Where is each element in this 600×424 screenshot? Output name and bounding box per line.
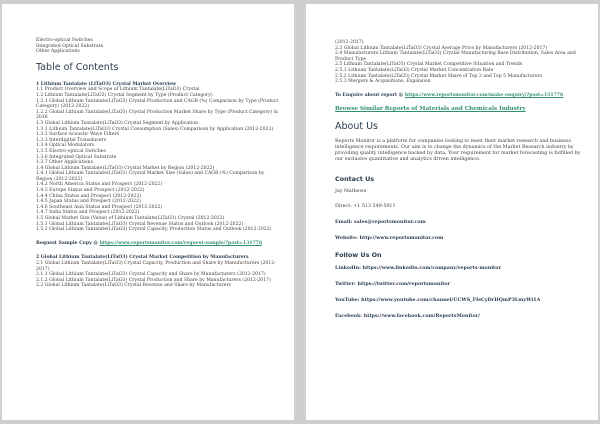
linkedin-value[interactable]: https://www.linkedin.com/company/reports-monitor <box>360 264 501 271</box>
enquiry <box>335 93 584 99</box>
twitter <box>335 281 584 288</box>
toc-item: 2.5.1 Lithium Tantalate(LiTaO3) Crystal Market Concentration Rate <box>335 67 494 73</box>
toc-item: 1.3.5 Electro-optical Switches <box>36 148 106 154</box>
intro-list <box>36 38 282 55</box>
toc-item: 2.3 Global Lithium Tantalate(LiTaO3) Crystal Average Price by Manufacturers (2012-2017) <box>335 45 548 51</box>
request-sample <box>36 241 282 247</box>
toc-item: 2.4 Manufacturers Lithium Tantalate(LiTaO3) Crystal Manufacturing Base Distribution, Sales Area and Product Type <box>335 51 576 62</box>
youtube-label: YouTube: <box>335 296 360 303</box>
toc-item: 1.5.1 Global Lithium Tantalate(LiTaO3) Crystal Revenue Status and Outlook (2012-2022) <box>36 221 244 227</box>
facebook-label: Facebook: <box>335 312 363 319</box>
toc-item: 1.2.2 Global Lithium Tantalate(LiTaO3) Crystal Production Market Share by Type (Product Category) in 2016 <box>36 109 278 121</box>
toc-item: 1.3.6 Integrated Optical Substrate <box>36 154 117 160</box>
email-value[interactable]: sales@reportsmonitor.com <box>352 218 426 225</box>
toc-item: 1.4.2 North America Status and Prospect (2012-2022) <box>36 182 163 188</box>
toc-item: 1.4.6 Southeast Asia Status and Prospect (2012-2022) <box>36 204 163 210</box>
toc-item: 1.4 Global Lithium Tantalate(LiTaO3) Crystal Market by Region (2012-2022) <box>36 165 215 171</box>
toc-item: 1.5 Global Market Size (Value) of Lithium Tantalate(LiTaO3) Crystal (2012-2022) <box>36 216 225 222</box>
toc-item: 1.4.5 Japan Status and Prospect (2012-2022) <box>36 199 141 205</box>
request-prefix: Request Sample Copy @ <box>36 240 100 246</box>
toc-item: 1.3.1 Lithium Tantalate(LiTaO3) Crystal Consumption (Sales) Comparison by Application (2012-2022) <box>36 126 274 132</box>
toc-item: 1.3.2 Surface Acoustic Wave Filters <box>36 132 120 138</box>
website-label: Website: <box>335 234 358 241</box>
toc-item: 1.4.3 Europe Status and Prospect (2012-2022) <box>36 188 145 194</box>
direct-phone <box>335 204 584 210</box>
toc-item: 2.5.2 Lithium Tantalate(LiTaO3) Crystal Market Share of Top 3 and Top 5 Manufacturers <box>335 73 543 79</box>
toc-item: (2012-2017) <box>335 40 364 45</box>
left-column <box>36 38 282 289</box>
intro-item: Integrated Optical Substrate <box>36 43 104 49</box>
website <box>335 235 584 242</box>
email-label: Email: <box>335 218 353 225</box>
facebook <box>335 313 584 320</box>
facebook-value[interactable]: https://www.facebook.com/ReportsMonitor/ <box>362 312 480 319</box>
linkedin-label: LinkedIn: <box>335 264 361 271</box>
contact-title: Contact Us <box>335 174 375 183</box>
toc-item: 2.5.3 Mergers & Acquisitions, Expansion <box>335 79 431 85</box>
right-page <box>306 4 598 420</box>
toc-item: 1.2 Lithium Tantalate(LiTaO3) Crystal Segment by Type (Product Category) <box>36 92 213 98</box>
toc-item: 2.2 Global Lithium Tantalate(LiTaO3) Crystal Revenue and Share by Manufacturers <box>36 283 232 289</box>
contact-name: Jay Mathews <box>335 188 367 194</box>
toc-item: 2.5 Lithium Tantalate(LiTaO3) Crystal Market Competitive Situation and Trends <box>335 62 523 68</box>
intro-item: Electro-optical Switches <box>36 38 93 43</box>
section2-list <box>36 261 282 289</box>
toc-title: Table of Contents <box>36 61 119 73</box>
direct-label: Direct: <box>335 203 352 209</box>
website-value[interactable]: http://www.reportsmonitor.com <box>357 234 444 241</box>
section2-title: 2 Global Lithium Tantalate(LiTaO3) Crystal Market Competition by Manufacturers <box>36 255 249 261</box>
youtube-value[interactable]: https://www.youtube.com/channel/UCWS_FIsCyDrHQmP3LmyWi1A <box>359 296 541 303</box>
direct-value: +1 513 549-5911 <box>351 203 396 209</box>
toc-item: 1.4.4 China Status and Prospect (2012-2022) <box>36 193 142 199</box>
toc-item: 1.4.7 India Status and Prospect (2012-2022) <box>36 210 140 216</box>
about-text: Reports Monitor is a platform for companies looking to meet their market research and business intelligence requirements. Our aim is to change the dynamics of the Market Research industry by providing quality intelligence backed by data. Your requirement for market forecasting is fulfilled by our exclusive quantitative and analytics driven intelligence. <box>335 139 581 162</box>
toc-item: 1.3.7 Other Applications <box>36 160 93 166</box>
toc-item: 1.3 Global Lithium Tantalate(LiTaO3) Crystal Segment by Application <box>36 120 199 126</box>
intro-item: Other Applications <box>36 49 80 55</box>
toc-item: 2.1 Global Lithium Tantalate(LiTaO3) Crystal Capacity, Production and Share by Manufacturers (2012-2017) <box>36 261 276 272</box>
toc-item: 2.1.1 Global Lithium Tantalate(LiTaO3) Crystal Capacity and Share by Manufacturers (2012-2017) <box>36 272 266 278</box>
toc-item: 1.4.1 Global Lithium Tantalate(LiTaO3) Crystal Market Size (Value) and CAGR (%) Comparison by Region (2012-2022) <box>36 171 265 182</box>
section1-list <box>36 87 282 232</box>
browse-similar-reports-link[interactable]: Browse Similar Reports of Materials and Chemicals Industry <box>335 106 526 113</box>
section1-title: 1 Lithium Tantalate (LiTaO3) Crystal Market Overview <box>36 81 176 87</box>
right-column <box>335 40 584 329</box>
toc-item: 2.1.2 Global Lithium Tantalate(LiTaO3) Crystal Production and Share by Manufacturers (2012-2017) <box>36 277 271 283</box>
twitter-value[interactable]: https://twitter.com/reportsmonitor <box>355 280 451 287</box>
toc-item: 1.3.3 Interdigital Transducers <box>36 137 107 143</box>
continued-list <box>335 40 584 85</box>
follow-title: Follow Us On <box>335 250 382 259</box>
youtube <box>335 297 584 304</box>
linkedin <box>335 265 584 272</box>
toc-item: 1.3.4 Optical Modulators <box>36 143 95 149</box>
about-title: About Us <box>335 121 379 133</box>
left-page <box>2 4 294 420</box>
toc-item: 1.2.1 Global Lithium Tantalate(LiTaO3) Crystal Production and CAGR (%) Comparison by Type (Product Category) (2012-2022) <box>36 98 279 110</box>
request-sample-link[interactable]: https://www.reportsmonitor.com/request-sample/?post=131776 <box>99 240 263 246</box>
toc-item: 1.5.2 Global Lithium Tantalate(LiTaO3) Crystal Capacity, Production Status and Outlook (2012-2022) <box>36 227 272 233</box>
toc-item: 1.1 Product Overview and Scope of Lithium Tantalate(LiTaO3) Crystal <box>36 87 200 93</box>
twitter-label: Twitter: <box>335 280 356 287</box>
email <box>335 219 584 226</box>
enquiry-prefix: To Enquire about report @ <box>335 92 405 98</box>
enquiry-link[interactable]: https://www.reportsmonitor.com/make-enquiry/?post=131776 <box>404 92 564 98</box>
